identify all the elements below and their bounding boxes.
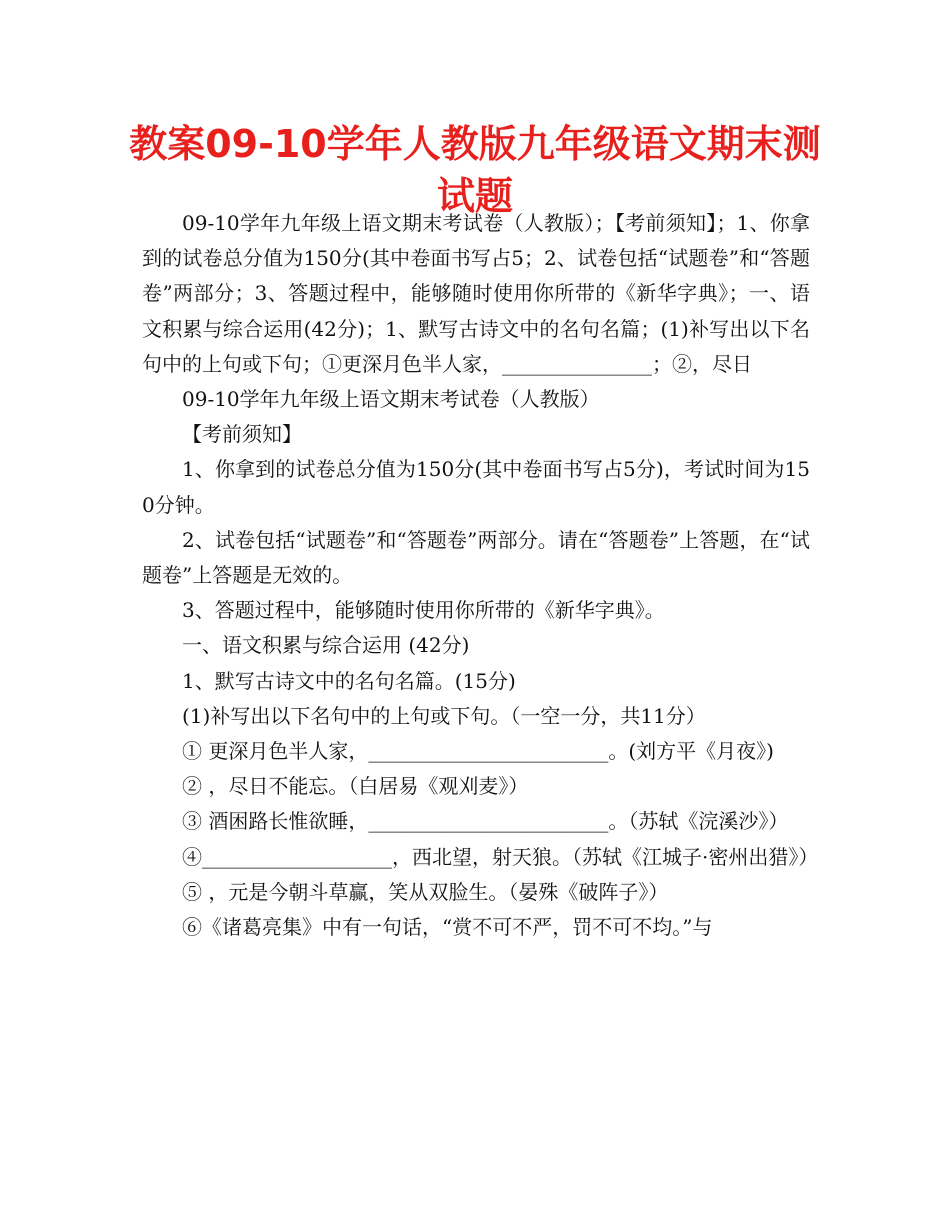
paragraph-item-5: ⑤ ，元是今朝斗草赢，笑从双脸生。（晏殊《破阵子》） — [182, 879, 669, 904]
paragraph-question-1-1: (1)补写出以下名句中的上句或下句。（一空一分，共11分） — [182, 703, 706, 728]
paragraph-item-2: ② ，尽日不能忘。（白居易《观刈麦》） — [182, 774, 529, 799]
paragraph-notice-1: 1、你拿到的试卷总分值为150分(其中卷面书写占5分)，考试时间为150分钟。 — [142, 457, 810, 517]
paragraph-exam-heading: 09-10学年九年级上语文期末考试卷（人教版） — [182, 387, 600, 412]
document-body — [142, 206, 819, 945]
paragraph-summary: 09-10学年九年级上语文期末考试卷（人教版）；【考前须知】；1、你拿到的试卷总分值为150分(其中卷面书写占5；2、试卷包括“试题卷”和“答题卷”两部分；3、答题过程中，能够随时使用你所带的《新华字典》；一、语文积累与综合运用(42分)；1、默写古诗文中的名句名篇；(1)补写出以下名句中的上句或下句；①更深月色半人家，_______________；②，尽日 — [142, 211, 810, 376]
paragraph-notice-2: 2、试卷包括“试题卷”和“答题卷”两部分。请在“答题卷”上答题，在“试题卷”上答题是无效的。 — [142, 527, 810, 588]
paragraph-item-3: ③ 酒困路长惟欲睡，________________________。（苏轼《浣溪沙》） — [182, 809, 789, 834]
paragraph-notice-heading: 【考前须知】 — [182, 422, 302, 447]
paragraph-section-1: 一、语文积累与综合运用 (42分) — [182, 633, 470, 658]
paragraph-item-6: ⑥《诸葛亮集》中有一句话，“赏不可不严，罚不可不均。”与 — [182, 915, 713, 940]
paragraph-item-4: ④___________________，西北望，射天狼。（苏轼《江城子·密州出猎》） — [182, 844, 819, 869]
paragraph-question-1: 1、默写古诗文中的名句名篇。(15分) — [182, 668, 516, 693]
document-title: 教案09-10学年人教版九年级语文期末测试题 — [129, 122, 821, 218]
paragraph-item-1: ① 更深月色半人家，________________________。(刘方平《月夜》) — [182, 739, 774, 764]
paragraph-notice-3: 3、答题过程中，能够随时使用你所带的《新华字典》。 — [182, 598, 665, 623]
